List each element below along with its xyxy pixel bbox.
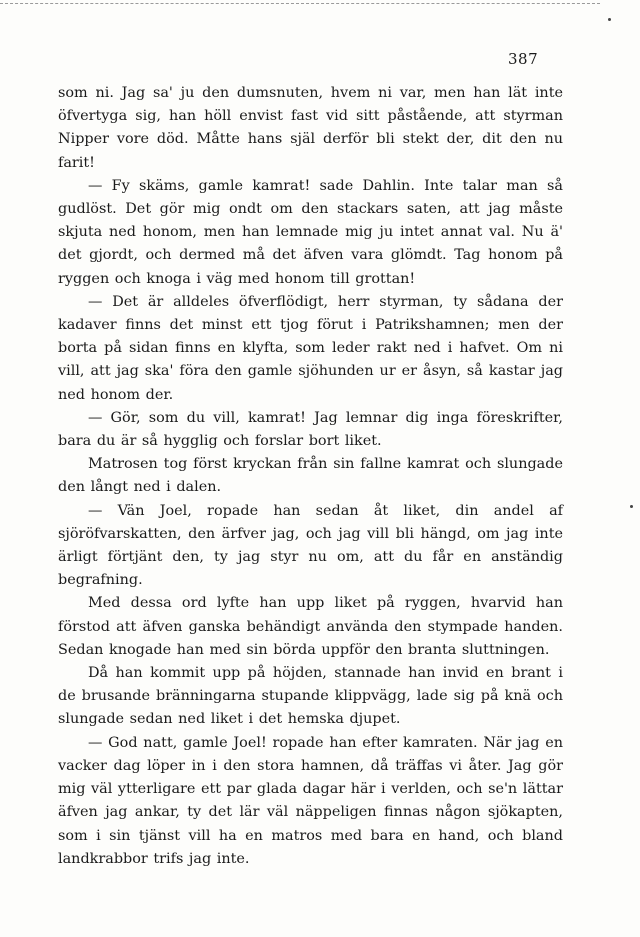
paragraph: — Vän Joel, ropade han sedan åt liket, din andel af sjöröfvarskatten, den ärfver jag, och jag vill bli hängd, om jag inte ärligt förtjänt den, ty jag styr nu om, att du får en anständig begrafning.	[58, 502, 563, 589]
paragraph: — Fy skäms, gamle kamrat! sade Dahlin. Inte talar man så gudlöst. Det gör mig ondt om den stackars saten, att jag måste skjuta ned honom, men han lemnade mig ju intet annat val. Nu ä' det gjordt, och dermed må det äfven vara glömdt. Tag honom på ryggen och knoga i väg med honom till grottan!	[58, 177, 563, 287]
paragraph: Med dessa ord lyfte han upp liket på ryggen, hvarvid han förstod att äfven ganska behändigt använda den stympade handen. Sedan knogade han med sin börda uppför den brantа sluttningen.	[58, 595, 563, 658]
paragraph: som ni. Jag sa' ju den dumsnuten, hvem ni var, men han lät inte öfvertyga sig, han höll envist fast vid sitt påstående, att styrman Nipper vore död. Måtte hans själ derför bli stekt der, dit den nu farit!	[58, 85, 563, 171]
body-text	[58, 82, 563, 871]
paragraph: Då han kommit upp på höjden, stannade han invid en brant i de brusande bränningarna stupande klippvägg, lade sig på knä och slungade sedan ned liket i det hemska djupet.	[58, 665, 563, 728]
edge-speck	[630, 505, 633, 508]
paragraph: — Gör, som du vill, kamrat! Jag lemnar dig inga föreskrifter, bara du är så hygglig och forslar bort liket.	[58, 409, 563, 450]
top-edge-rule	[0, 3, 600, 4]
paragraph: Matrosen tog först kryckan från sin fallne kamrat och slungade den långt ned i dalen.	[58, 456, 563, 496]
paragraph: — Det är alldeles öfverflödigt, herr styrman, ty sådana der kadaver finns det minst ett tjog förut i Patrikshamnen; men der borta på sidan finns en klyfta, som leder rakt ned i hafvet. Om ni vill, att jag ska' föra den gamle sjöhunden ur er åsyn, så kastar jag ned honom der.	[58, 293, 563, 403]
paragraph: — God natt, gamle Joel! ropade han efter kamraten. När jag en vacker dag löper in i den stora hamnen, då träffas vi åter. Jag gör mig väl ytterligare ett par glada dagar här i verlden, och se'n lättar äfven jag ankar, ty det lär väl näppeligen finnas någon sjökapten, som i sin tjänst vill ha en matros med bara en hand, och bland landkrabbor trifs jag inte.	[58, 734, 563, 867]
edge-speck	[608, 18, 611, 21]
page-number: 387	[508, 50, 539, 68]
